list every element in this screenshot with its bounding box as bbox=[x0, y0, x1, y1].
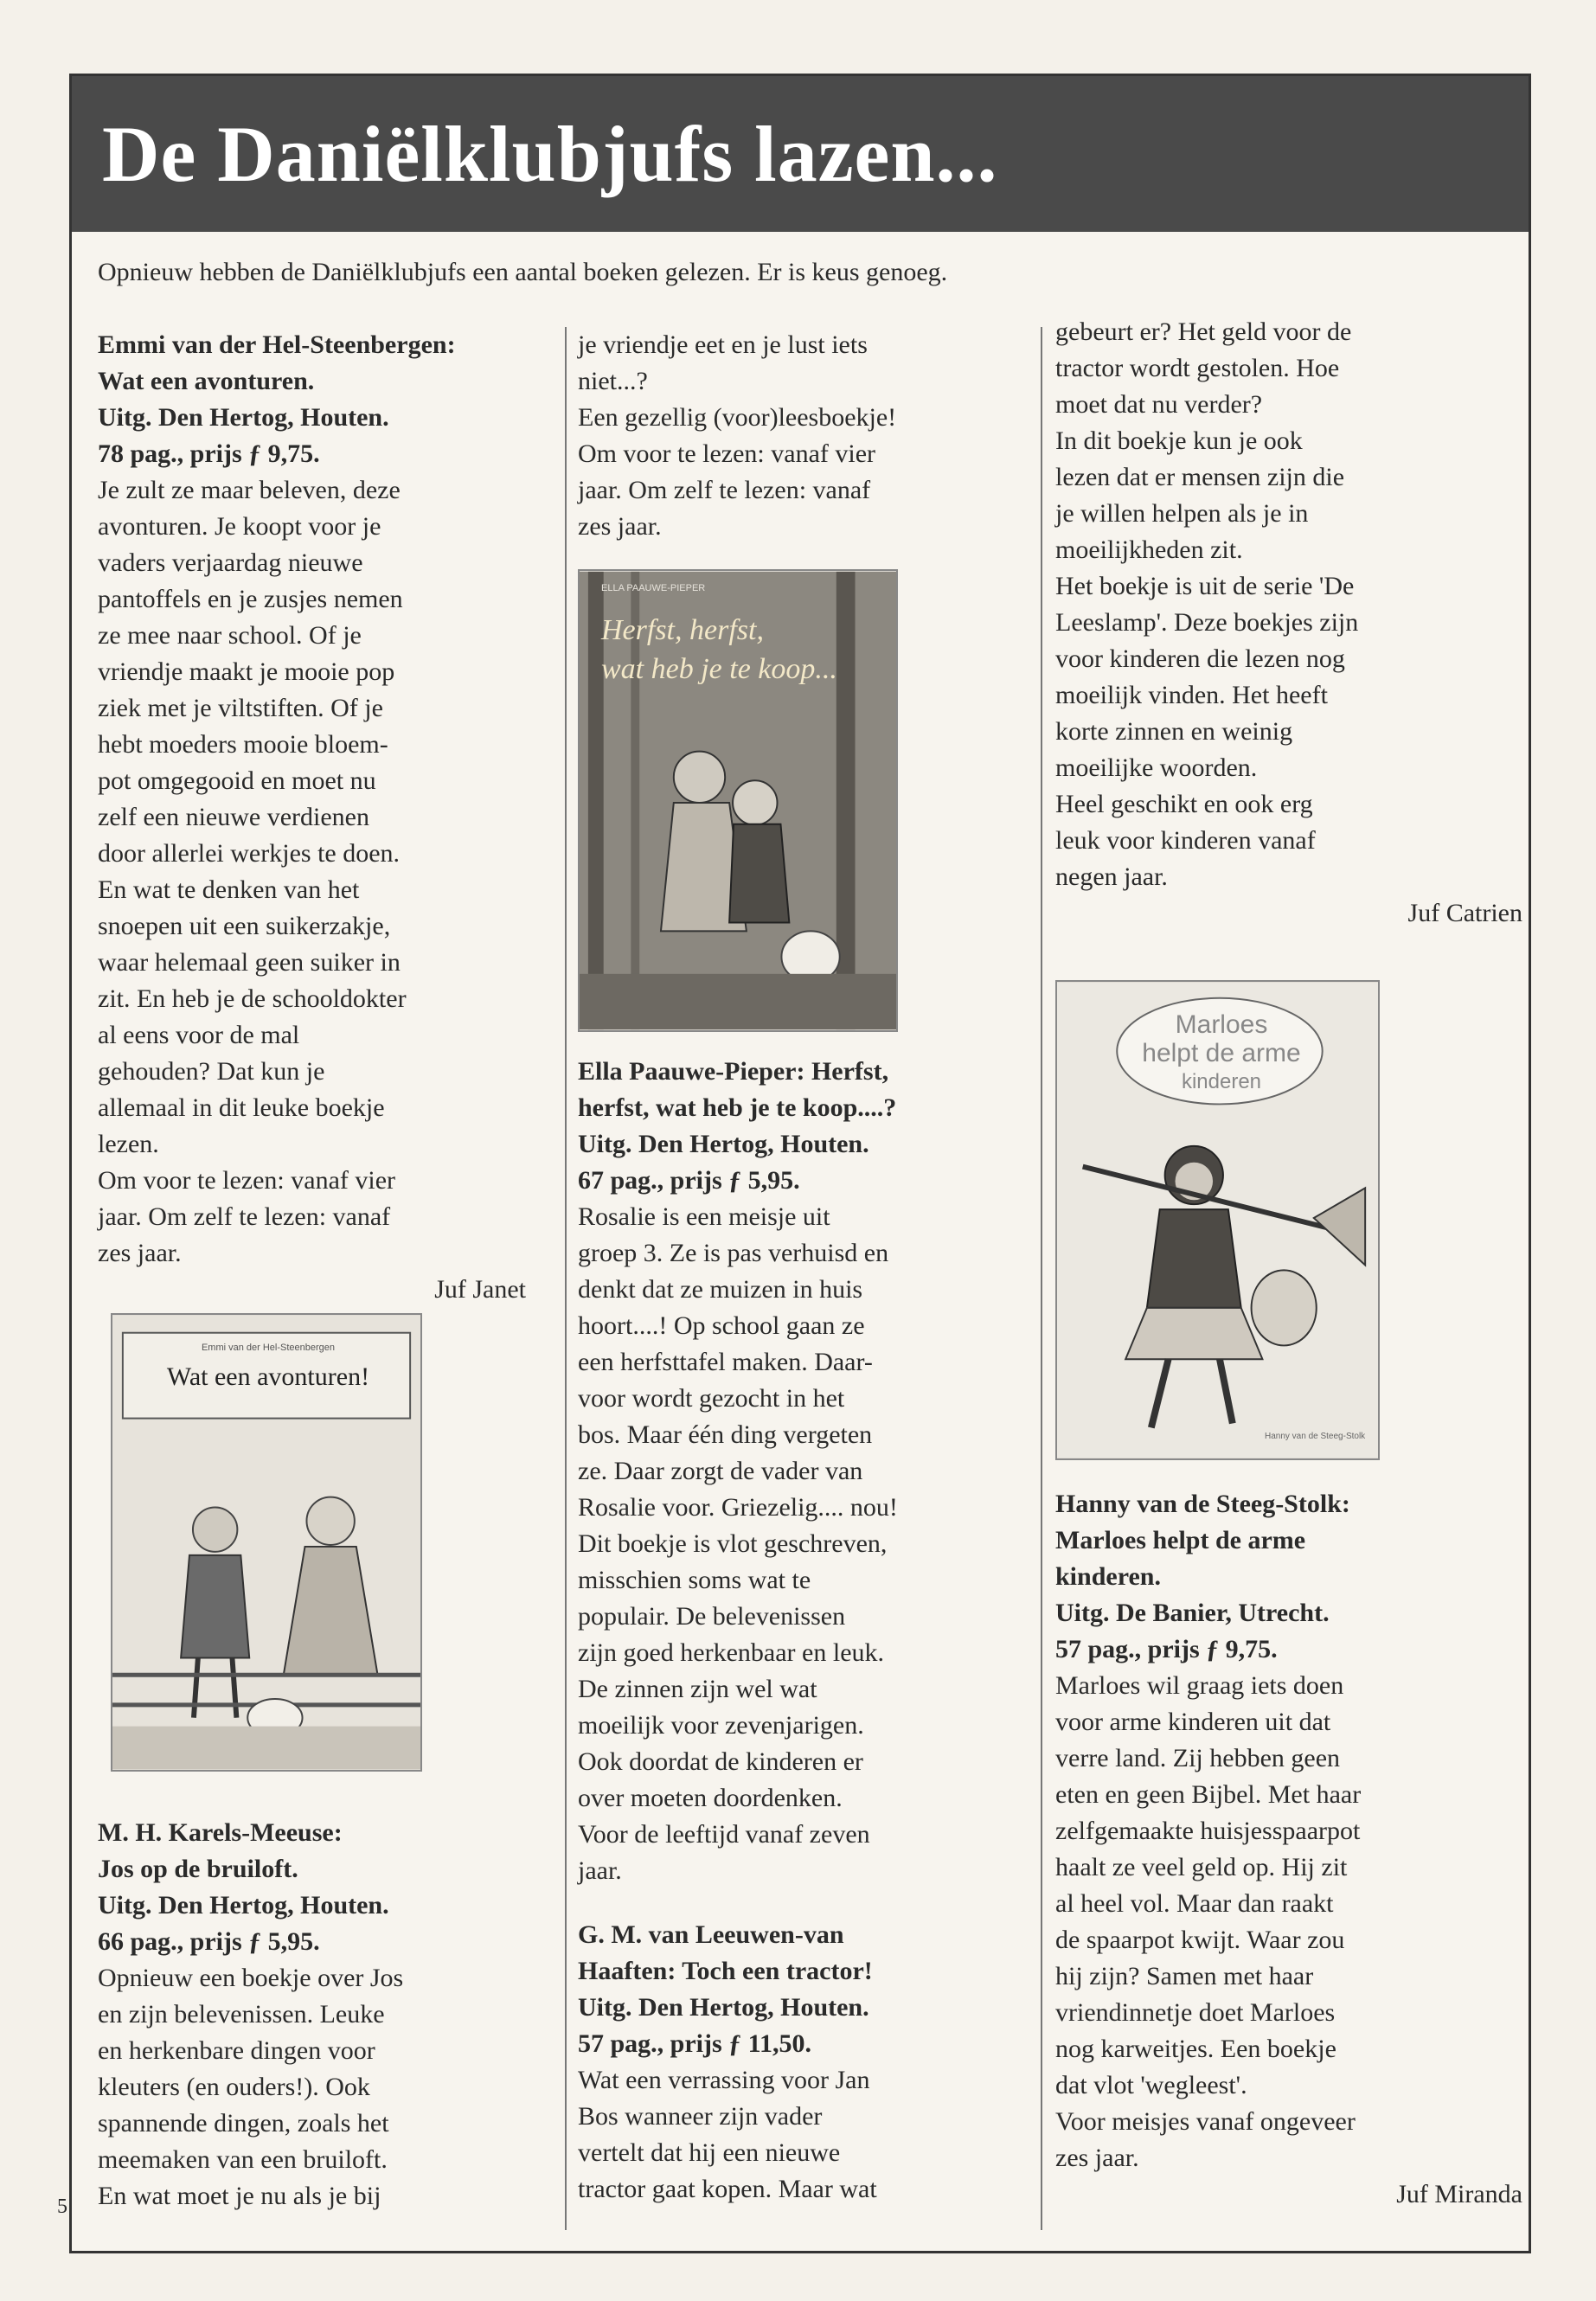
signature: Juf Janet bbox=[434, 1275, 526, 1304]
review-karels-head: M. H. Karels-Meeuse: Jos op de bruiloft. Uitg. Den Hertog, Houten. 66 pag., prijs ƒ 5,95. bbox=[98, 1818, 389, 1956]
cover-title-line-3: kinderen bbox=[1181, 1070, 1262, 1093]
book-cover-herfst bbox=[578, 569, 898, 1032]
signature: Juf Catrien bbox=[1407, 899, 1522, 927]
column-2-lower bbox=[578, 1054, 1036, 2208]
review-ella-body: Rosalie is een meisje uit groep 3. Ze is pas verhuisd en denkt dat ze muizen in huis hoort....! Op school gaan ze een herfsttafel maken. Daar- voor wordt gezocht in het bos. Maar één ding vergeten ze. Daar zorgt de vader van Rosalie voor. Griezelig.... nou! Dit boekje is vlot geschreven, misschien soms wat te populair. De belevenissen zijn goed herkenbaar en leuk. De zinnen zijn wel wat moeilijk voor zevenjarigen. Ook doordat de kinderen er over moeten doordenken. Voor de leeftijd vanaf zeven jaar. bbox=[578, 1202, 898, 1885]
page-number: 5 bbox=[57, 2195, 67, 2218]
intro-text: Opnieuw hebben de Daniëlklubjufs een aantal boeken gelezen. Er is keus genoeg. bbox=[98, 258, 948, 286]
title-banner bbox=[72, 76, 1529, 232]
cover-title: Wat een avonturen! bbox=[166, 1362, 370, 1391]
column-3 bbox=[1055, 314, 1522, 932]
review-hanny-body: Marloes wil graag iets doen voor arme kinderen uit dat verre land. Zij hebben geen eten en geen Bijbel. Met haar zelfgemaakte huisjesspaarpot haalt ze veel geld op. Hij zit al heel vol. Maar dan raakt de spaarpot kwijt. Waar zou hij zijn? Samen met haar vriendinnetje doet Marloes nog karweitjes. Een boekje dat vlot 'wegleest'. Voor meisjes vanaf ongeveer zes jaar. Juf Miranda bbox=[1055, 1668, 1522, 2213]
book-cover-avonturen bbox=[111, 1313, 422, 1772]
cover-title-line-2: wat heb je te koop... bbox=[601, 653, 837, 685]
cover-author: Hanny van de Steeg-Stolk bbox=[1265, 1432, 1366, 1441]
review-leeuwen-head: G. M. van Leeuwen-van Haaften: Toch een tractor! Uitg. Den Hertog, Houten. 57 pag., prijs ƒ 11,50. bbox=[578, 1920, 873, 2058]
cover-title-line-1: Herfst, herfst, bbox=[601, 614, 764, 646]
review-emmi-head: Emmi van der Hel-Steenbergen: Wat een avonturen. Uitg. Den Hertog, Houten. 78 pag., prijs ƒ 9,75. bbox=[98, 330, 456, 468]
review-leeuwen-continued: gebeurt er? Het geld voor de tractor wordt gestolen. Hoe moet dat nu verder? In dit boekje kun je ook lezen dat er mensen zijn die je willen helpen als je in moeilijkheden zit. Het boekje is uit de serie 'De Leeslamp'. Deze boekjes zijn voor kinderen die lezen nog moeilijk vinden. Het heeft korte zinnen en weinig moeilijke woorden. Heel geschikt en ook erg leuk voor kinderen vanaf negen jaar. Juf Catrien bbox=[1055, 314, 1522, 932]
cover-title-line-2: helpt de arme bbox=[1142, 1039, 1301, 1067]
review-ella-head: Ella Paauwe-Pieper: Herfst, herfst, wat heb je te koop....? Uitg. Den Hertog, Houten. 67 pag., prijs ƒ 5,95. bbox=[578, 1057, 897, 1195]
cover-title-line-1: Marloes bbox=[1175, 1010, 1268, 1039]
column-2 bbox=[578, 327, 1023, 545]
cover-author: ELLA PAAUWE-PIEPER bbox=[601, 583, 706, 593]
signature: Juf Miranda bbox=[1396, 2180, 1522, 2208]
review-hanny-head: Hanny van de Steeg-Stolk: Marloes helpt de arme kinderen. Uitg. De Banier, Utrecht. 57 pag., prijs ƒ 9,75. bbox=[1055, 1490, 1350, 1663]
column-3-lower bbox=[1055, 1486, 1522, 2213]
review-emmi-body: Je zult ze maar beleven, deze avonturen. Je koopt voor je vaders verjaardag nieuwe pantoffels en je zusjes nemen ze mee naar school. Of je vriendje maakt je mooie pop ziek met je viltstiften. Of je hebt moeders mooie bloem- pot omgegooid en moet nu zelf een nieuwe verdienen door allerlei werkjes te doen. En wat te denken van het snoepen uit een suikerzakje, waar helemaal geen suiker in zit. En heb je de schooldokter al eens voor de mal gehouden? Dat kun je allemaal in dit leuke boekje lezen. Om voor te lezen: vanaf vier jaar. Om zelf te lezen: vanaf zes jaar. Juf Janet bbox=[98, 472, 526, 1308]
review-karels-body: Opnieuw een boekje over Jos en zijn belevenissen. Leuke en herkenbare dingen voor kleuters (en ouders!). Ook spannende dingen, zoals het meemaken van een bruiloft. En wat moet je nu als je bij bbox=[98, 1964, 404, 2210]
column-1 bbox=[98, 327, 526, 1308]
column-divider bbox=[1041, 327, 1042, 2230]
review-karels-continued: je vriendje eet en je lust iets niet...? Een gezellig (voor)leesboekje! Om voor te lezen: vanaf vier jaar. Om zelf te lezen: vanaf zes jaar. bbox=[578, 330, 897, 541]
book-cover-marloes bbox=[1055, 980, 1380, 1460]
cover-author: Emmi van der Hel-Steenbergen bbox=[201, 1343, 336, 1353]
page-title: De Daniëlklubjufs lazen... bbox=[102, 110, 998, 198]
column-1-lower bbox=[98, 1815, 526, 2214]
column-divider bbox=[565, 327, 567, 2230]
article-frame bbox=[69, 74, 1531, 2253]
review-leeuwen-body: Wat een verrassing voor Jan Bos wanneer zijn vader vertelt dat hij een nieuwe tractor gaat kopen. Maar wat bbox=[578, 2066, 877, 2203]
